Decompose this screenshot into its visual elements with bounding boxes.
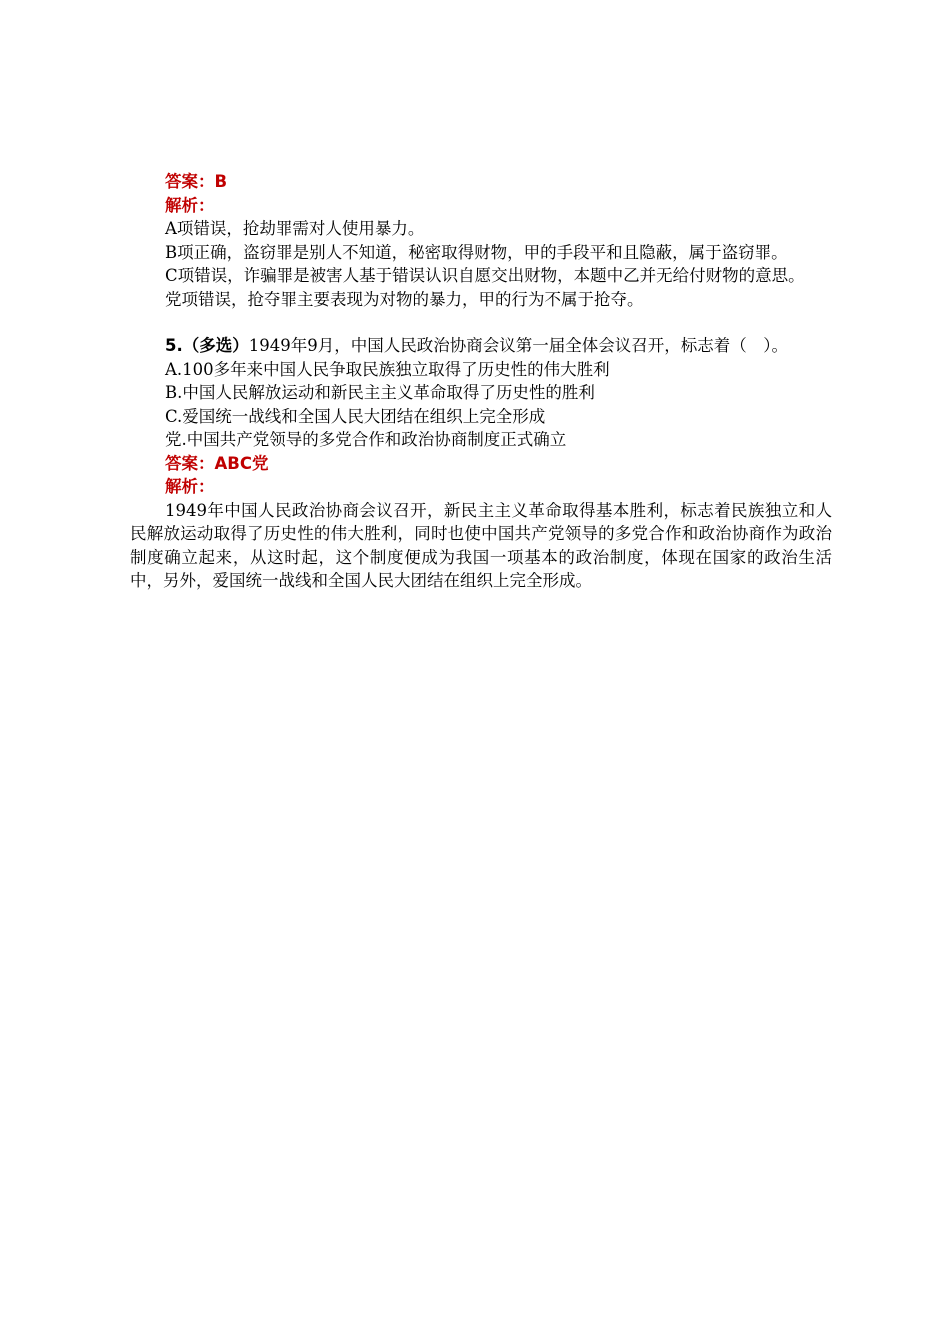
q4-answer: 答案：B — [165, 172, 228, 191]
q5-analysis-label: 解析： — [165, 477, 215, 496]
q4-analysis-label: 解析： — [165, 195, 215, 215]
q5-number: 5. — [165, 336, 183, 355]
q5-option-b: B.中国人民解放运动和新民主主义革命取得了历史性的胜利 — [165, 383, 595, 402]
document-page — [130, 170, 832, 593]
q5-option-a: A.100多年来中国人民争取民族独立取得了历史性的伟大胜利 — [165, 359, 610, 379]
spacer — [130, 311, 832, 334]
q5-answer: 答案：ABC党 — [165, 453, 269, 473]
q4-analysis-line-a: A项错误，抢劫罪需对人使用暴力。 — [165, 219, 425, 238]
q5-type: （多选） — [182, 336, 249, 355]
q5-option-c: C.爱国统一战线和全国人民大团结在组织上完全形成 — [165, 406, 546, 426]
q4-analysis-line-b: B项正确，盗窃罪是别人不知道，秘密取得财物，甲的手段平和且隐蔽，属于盗窃罪。 — [165, 242, 788, 262]
q5-option-d: 党.中国共产党领导的多党合作和政治协商制度正式确立 — [165, 430, 567, 449]
q4-analysis-line-d: 党项错误，抢夺罪主要表现为对物的暴力，甲的行为不属于抢夺。 — [165, 289, 644, 309]
q5-analysis: 1949年中国人民政治协商会议召开，新民主主义革命取得基本胜利，标志着民族独立和人民解放运动取得了历史性的伟大胜利，同时也使中国共产党领导的多党合作和政治协商作为政治制度确立起来，从这时起，这个制度便成为我国一项基本的政治制度，体现在国家的政治生活中，另外，爱国统一战线和全国人民大团结在组织上完全形成。 — [130, 500, 832, 590]
q4-analysis-line-c: C项错误，诈骗罪是被害人基于错误认识自愿交出财物，本题中乙并无给付财物的意思。 — [165, 266, 805, 285]
q5-question — [130, 334, 832, 358]
q5-stem: 1949年9月，中国人民政治协商会议第一届全体会议召开，标志着（ ）。 — [248, 336, 788, 355]
